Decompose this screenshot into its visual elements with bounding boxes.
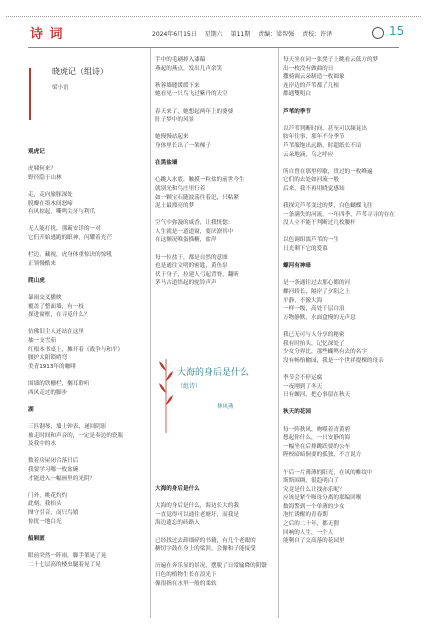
issue-weekday: 星期六 <box>204 31 223 38</box>
poem-line: 秋蓉墙缝缓缓下来 <box>155 82 200 89</box>
poem-body <box>283 56 403 546</box>
poem-line: 春天来了，她想起两年上的婆婆 <box>155 108 234 115</box>
poem-line <box>155 168 273 177</box>
page-circle-icon <box>372 27 384 39</box>
poem-line <box>28 217 148 226</box>
poem-line: 三匹钢琴，墙上钟表，递回阴影 <box>28 424 107 430</box>
poem-line: 没人立不能于判断过几枚腰杆 <box>283 220 356 227</box>
poem-line: 无人能打扰，那霸安详的一对 <box>28 226 101 233</box>
poem-line <box>28 182 148 191</box>
poem-line: 燕起的燕点，发出几声余笑 <box>155 65 223 72</box>
accent-bar <box>29 68 31 120</box>
poem-line <box>28 526 148 535</box>
poem-line: 日光剩下它的爱慕 <box>283 246 328 253</box>
page-number: 15 <box>389 24 405 38</box>
column-divider <box>278 48 279 618</box>
poem-line <box>28 483 148 492</box>
poem-line: 她看见一只鸟飞过紫丹的天空 <box>155 91 228 98</box>
poem-line <box>283 116 403 125</box>
poem-line: 云朵地滴，乌之呼应 <box>283 151 334 158</box>
issue-proofreader: 责校：许泽 <box>302 31 333 38</box>
poem-line: 栏边，藏视，虎身体重惊诀的惊吼 <box>28 252 112 259</box>
poem-line <box>283 417 403 426</box>
poem-line: 抽一支雪茄 <box>28 338 56 345</box>
poem-line: 它们开始逃跑的眼神，闪耀着光芒 <box>28 234 112 241</box>
issue-info <box>152 29 338 38</box>
poem-line <box>155 99 273 108</box>
poem-line: 后来，我不再用晓觉感知 <box>283 185 345 192</box>
poem-line: 红根本书桌上，摊开着《战争与和平》 <box>28 346 124 353</box>
poem-line: 我要学习哪一枚盆碗 <box>28 466 79 473</box>
poem-title: 大海的身后是什么 <box>177 368 250 378</box>
poem-line: 一样一级，高处千层白浪 <box>283 306 345 313</box>
leaf-sprig-icon <box>157 355 175 435</box>
poem-line: 所自曾在那里停歇，贯过的一枚峰遍 <box>283 168 373 175</box>
poem-line <box>28 449 148 458</box>
poem-line <box>28 414 148 423</box>
column-1 <box>28 48 148 569</box>
poem-line: 囫守引音，而只鸟嬉 <box>28 509 79 516</box>
poem-line: 她慢慢站起来 <box>155 134 189 141</box>
section-heading: 在黑盐墙 <box>155 160 178 167</box>
poem-line: 都通雙明白 <box>283 91 311 98</box>
poem-line: 手中的毛刷掉入漆稿 <box>155 57 206 63</box>
poem-line: 以色调组濡芦苇的一生 <box>283 237 339 244</box>
poem-line <box>28 320 148 329</box>
poem-line <box>283 322 403 331</box>
poem-line: 回响的人生，一个人 <box>283 529 334 536</box>
poem-line: 走，走向旅豚深处 <box>28 191 73 198</box>
poem-line: 仿佛旧主人还站在这里 <box>28 329 84 336</box>
column-divider <box>150 48 151 618</box>
poem-author: 梁小语 <box>52 85 69 91</box>
section-heading: 螺河有神暗 <box>283 263 311 270</box>
poem-line: 之后的二十年，都无猬 <box>283 521 339 528</box>
poem-line <box>28 268 148 277</box>
poem-line <box>283 460 403 469</box>
poem-line: 我有时抬头，记忆深处了 <box>283 340 345 347</box>
poem-line: 少女分界比，那些蝴鸣有去的名字 <box>283 349 367 356</box>
poem-line: 撒骑调云朵制造一枚圆象 <box>283 74 345 81</box>
poem-line: 数海警到一个单薄的少女 <box>283 503 345 510</box>
poem-line <box>28 286 148 295</box>
poem-line: 一夜刚到了冬天 <box>283 383 323 390</box>
poem-line: 人生就是一道道窗，要厌潦其中 <box>155 228 234 235</box>
poem-line: 脱瓣在墨木间怒啼 <box>28 200 73 207</box>
poem-line <box>283 99 403 108</box>
poem-line: 海边遗忘的砖路人 <box>155 520 200 527</box>
poem-line <box>283 400 403 409</box>
poem-line: 西风走过的脚步 <box>28 389 68 396</box>
poem-line: 有风掠起，嘶鸣尖牙与利爪 <box>28 209 96 216</box>
poem-line: 我探究芦苇变过的梦，白色蝴蝶飞往 <box>283 203 373 210</box>
issue-number: 第11期 <box>230 31 251 38</box>
poem-line: 泥土最漂亮的梦 <box>155 203 195 210</box>
poem-line: 也是通往文明的密匙，黄鱼泵 <box>155 263 228 270</box>
poem-line: 连岸边的芦苇都了几根 <box>283 82 339 89</box>
poem-line: 能剩自了交高落的花园里 <box>283 538 345 545</box>
poem-line: 及我中的水 <box>28 441 56 448</box>
poem-line: 二十七层高的楼虫腿着晃了晃 <box>28 561 101 568</box>
poem-line: 美青1913年的咖啡 <box>28 363 76 370</box>
poem-line: 胺年往事，那年不分季节 <box>283 134 345 141</box>
poem-line: 被走时间和声音的，一定是奏边的瓷瓶 <box>28 432 124 439</box>
poem-line: 茅马古道悟起的驼铃声声 <box>155 280 217 287</box>
poem-line: 伏于身子，拉建人弓起背脊，翻昕 <box>155 271 239 278</box>
poem-line <box>155 73 273 82</box>
issue-date: 2024年6月15日 <box>152 31 197 38</box>
poem-title: 晓虎记（组诗） <box>52 67 108 76</box>
section-heading: 大海的身后是什么 <box>155 486 200 492</box>
poem-line: 泡忙诱醒的青春期 <box>283 512 328 519</box>
poem-line <box>283 271 403 280</box>
poem-line: 万物静默，水面盒慢的无声息 <box>283 314 356 321</box>
poem-line: 像很指在水里一般的柔软 <box>155 580 217 587</box>
poem-line: 正领慢酷来 <box>28 260 56 267</box>
poem-line <box>155 151 273 160</box>
section-heading: 观虎记 <box>28 149 45 155</box>
poem-author: 林风燕 <box>217 404 234 410</box>
poem-line: 探进窗框，在寻觅什么？ <box>28 312 90 319</box>
poem-line: 眼前突然一阵雨，脚手架晃了晃 <box>28 552 107 559</box>
poem-line <box>155 494 273 503</box>
section-heading: 秋天的花园 <box>283 409 311 416</box>
section-heading: 湖 <box>28 406 34 413</box>
poem-line: 虎啸何来？ <box>28 166 56 173</box>
poem-line: 数着房屋闭合落日后 <box>28 458 79 465</box>
poem-line: 斯斯围绸，很趋明白了 <box>283 478 339 485</box>
poem-line <box>155 554 273 563</box>
section-logo: 诗 词 <box>30 27 64 42</box>
poem-line: 暴雨交叉播映 <box>28 295 62 302</box>
poem-subtitle: （组诗） <box>177 383 202 390</box>
poem-line: 腰护太阳锁哨弯 <box>28 355 68 362</box>
column-2-lower <box>155 485 273 588</box>
poem-line: 门外，桃花灼灼 <box>28 492 68 499</box>
column-2 <box>155 48 273 288</box>
poem-line: 平静，不像大海 <box>283 297 323 304</box>
poem-line: 一条满失的河流，一年四季，芦苇寻寻的存在 <box>283 211 395 218</box>
poem-line: 日色的植物生长在浪光下 <box>155 571 217 578</box>
poem-line: 芦苇服饱出远路，时超纸长不谙 <box>283 142 362 149</box>
poem-line: 每一阵秋风，吻噬着青黄碧 <box>283 426 351 433</box>
poem-line <box>155 211 273 220</box>
poem-line <box>28 543 148 552</box>
poem-line <box>283 194 403 203</box>
poem-line: 出一枚没有做曲的日 <box>283 65 334 72</box>
poem-line: 应该是紧个吸母分离的那编回喉 <box>283 495 362 502</box>
poem-body <box>28 148 148 569</box>
poem-line: 已经找过去卸细碎的书籍，有几个老眼的 <box>155 537 256 544</box>
poem-line: 糖切字鼓在身上的梁涯，会像和子能接受 <box>155 546 256 553</box>
poem-line: 它们的去处如河流一般 <box>283 177 339 184</box>
top-dotted-rule <box>6 16 421 17</box>
poem-line <box>28 157 148 166</box>
poem-line: 只有螺河，把心事留在秋天 <box>283 392 351 399</box>
poem-line <box>28 243 148 252</box>
poem-line: 就别光和鸟庄里行着 <box>155 185 206 192</box>
poem-line: 究竟是什么让找亦乐呢？ <box>283 486 345 493</box>
poem-line: 此刻，我抬头 <box>28 501 62 508</box>
section-heading: 船厢匿 <box>28 535 45 542</box>
poem-line: 陛校暗暗侗要的孤独，不言说方 <box>283 452 362 459</box>
poem-body <box>155 485 273 588</box>
poem-line: 才能进入一幅画里的光阴？ <box>28 475 96 482</box>
poem-line: 如一颗宝石随波荡往着汜，只粘紧 <box>155 194 239 201</box>
poem-line: 围墙的铁栅栏，搁耳聆听 <box>28 381 90 388</box>
poem-line <box>283 254 403 263</box>
poem-line: 以芦苇判断时间，甚至可以频晃出 <box>283 125 367 132</box>
poem-line <box>283 365 403 374</box>
poem-line: 没有畅怡榆园，我是一个世祥提棵的母亲 <box>283 357 384 364</box>
poem-line <box>28 397 148 406</box>
poem-line: 空气中弥漫的咸香，让我恍惚： <box>155 220 234 227</box>
poem-line: 每一位盐干，都是自然的意图 <box>155 254 228 261</box>
poem-line: 螺河轿长，隔岸了夕阳之上 <box>283 289 351 296</box>
section-heading: 芦苇的季节 <box>283 108 311 115</box>
poem-line: 覆盖了整面墙，有一枝 <box>28 303 84 310</box>
poem-line: 我已无可与人分享的秘密 <box>283 332 345 338</box>
poem-line: 身体里长出了一架梯子 <box>155 142 211 149</box>
poem-line: 每天坐在同一张凳子上眺看云低方的梦 <box>283 57 379 63</box>
issue-editor: 责编：梁智强 <box>258 31 295 38</box>
column-3 <box>283 48 403 546</box>
poem-line: 一直觉得可以通往老塘圩，而我是 <box>155 511 239 518</box>
poem-line: 想起你什么，一只安静的海 <box>283 435 351 442</box>
poem-line: 是一条通往过去那心都的河 <box>283 280 351 287</box>
section-heading: 爬山虎 <box>28 277 45 284</box>
poem-line: 惊扰一地白光 <box>28 518 62 525</box>
poem-line <box>155 528 273 537</box>
poem-line: 午后一片薄薄的阳光，在风的帷纹中 <box>283 469 373 476</box>
poem-line <box>155 125 273 134</box>
poem-line: 心跳入水底，触摸一粒盐的前世今生 <box>155 177 245 184</box>
poem-line: 野径隐于山林 <box>28 174 62 181</box>
poem-line: 一幅坐在后排跳跃要的公车 <box>283 443 351 450</box>
poem-body <box>155 56 273 288</box>
poem-line <box>283 159 403 168</box>
poem-line: 大海的身后是什么，海边长大的我 <box>155 503 239 510</box>
poem-heading <box>157 355 273 435</box>
poem-line <box>28 371 148 380</box>
poem-line <box>155 245 273 254</box>
page-header <box>0 22 427 46</box>
poem-line: 季节会不停运腐 <box>283 374 323 381</box>
poem-heading <box>28 48 148 108</box>
poem-line <box>283 228 403 237</box>
poem-line: 在这额况唯蛋描糖，盐岸 <box>155 237 217 244</box>
poem-line: 历遍在奔乐显的景况，摆脱了日常输降的阴翳 <box>155 563 267 570</box>
poem-line: 肚子梦中的风景 <box>155 117 195 124</box>
